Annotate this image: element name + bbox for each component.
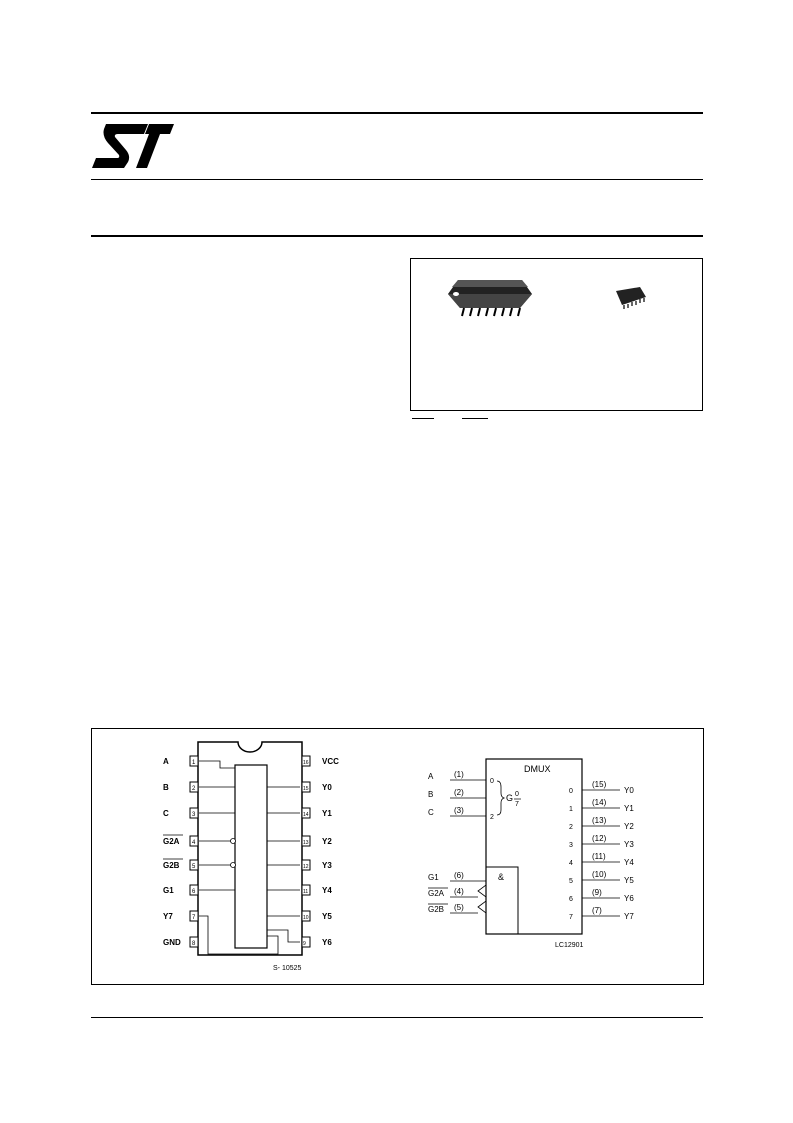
pin-label: G2B [163, 861, 180, 870]
output-label: Y5 [624, 876, 634, 885]
pinout-code: S- 10525 [273, 965, 302, 972]
st-logo-text: ST [92, 121, 94, 122]
st-logo [92, 121, 174, 171]
tssop16-package-image [610, 283, 650, 311]
output-pin: (15) [592, 780, 607, 789]
pin-label: B [163, 783, 169, 792]
logic-amp: & [498, 872, 505, 882]
pin-number: 14 [303, 812, 309, 818]
pin-number: 9 [303, 941, 306, 947]
input-label: G1 [428, 873, 439, 882]
pin-number: 2 [192, 786, 196, 792]
logic-select-label: G [506, 793, 514, 803]
overline-mark-1 [412, 418, 434, 419]
output-label: Y2 [624, 822, 634, 831]
logic-select-bottom: 7 [515, 801, 519, 808]
input-pin: (2) [454, 788, 464, 797]
pin-label: Y6 [322, 938, 332, 947]
pin-label: A [163, 757, 169, 766]
pin-label: Y5 [322, 912, 332, 921]
output-index: 2 [569, 824, 573, 831]
input-pin: (4) [454, 887, 464, 896]
pin-number: 4 [192, 840, 196, 846]
pin-number: 16 [303, 760, 309, 766]
pin-number: 11 [303, 889, 309, 895]
header-rule [91, 179, 703, 180]
pin-number: 12 [303, 864, 309, 870]
output-pin: (14) [592, 798, 607, 807]
pin-label: C [163, 809, 169, 818]
output-pin: (12) [592, 834, 607, 843]
input-label: C [428, 808, 434, 817]
input-index: 0 [490, 778, 494, 785]
pin-label: Y1 [322, 809, 332, 818]
input-label: G2B [428, 905, 445, 914]
input-label: A [428, 772, 434, 781]
output-index: 0 [569, 788, 573, 795]
output-pin: (9) [592, 888, 602, 897]
pin-number: 10 [303, 915, 309, 921]
pin-number: 6 [192, 889, 196, 895]
pin-number: 13 [303, 840, 309, 846]
logic-title: DMUX [524, 764, 551, 774]
output-label: Y0 [624, 786, 634, 795]
output-pin: (13) [592, 816, 607, 825]
so16-package-image [440, 272, 540, 322]
output-label: Y7 [624, 912, 634, 921]
input-label: B [428, 790, 434, 799]
pin-label: VCC [322, 757, 339, 766]
logic-code: LC12901 [555, 942, 584, 949]
output-pin: (11) [592, 852, 606, 861]
output-pin: (10) [592, 870, 607, 879]
output-label: Y3 [624, 840, 634, 849]
pin-label: Y0 [322, 783, 332, 792]
pin-label: G1 [163, 886, 174, 895]
input-label: G2A [428, 889, 445, 898]
output-index: 3 [569, 842, 573, 849]
pin-number: 15 [303, 786, 309, 792]
input-pin: (3) [454, 806, 464, 815]
pin-label: Y4 [322, 886, 332, 895]
output-index: 1 [569, 806, 573, 813]
output-label: Y6 [624, 894, 634, 903]
pin-number: 5 [192, 864, 196, 870]
output-index: 7 [569, 914, 573, 921]
pin-number: 8 [192, 941, 196, 947]
input-pin: (5) [454, 903, 464, 912]
output-index: 6 [569, 896, 573, 903]
output-pin: (7) [592, 906, 602, 915]
pin-label: Y2 [322, 837, 332, 846]
pin-label: G2A [163, 837, 180, 846]
output-label: Y1 [624, 804, 634, 813]
output-label: Y4 [624, 858, 634, 867]
output-index: 5 [569, 878, 573, 885]
footer-rule [91, 1017, 703, 1018]
pin-label: GND [163, 938, 181, 947]
output-index: 4 [569, 860, 573, 867]
input-index: 2 [490, 814, 494, 821]
top-rule [91, 112, 703, 114]
input-pin: (6) [454, 871, 464, 880]
pin-label: Y7 [163, 912, 173, 921]
pin-number: 7 [192, 915, 196, 921]
input-pin: (1) [454, 770, 464, 779]
pin-connection-diagram [150, 738, 360, 978]
logic-symbol-diagram [420, 755, 650, 955]
pin-label: Y3 [322, 861, 332, 870]
pin-number: 3 [192, 812, 196, 818]
title-rule [91, 235, 703, 237]
logic-select-top: 0 [515, 791, 519, 798]
overline-mark-2 [462, 418, 488, 419]
pin-number: 1 [192, 760, 196, 766]
